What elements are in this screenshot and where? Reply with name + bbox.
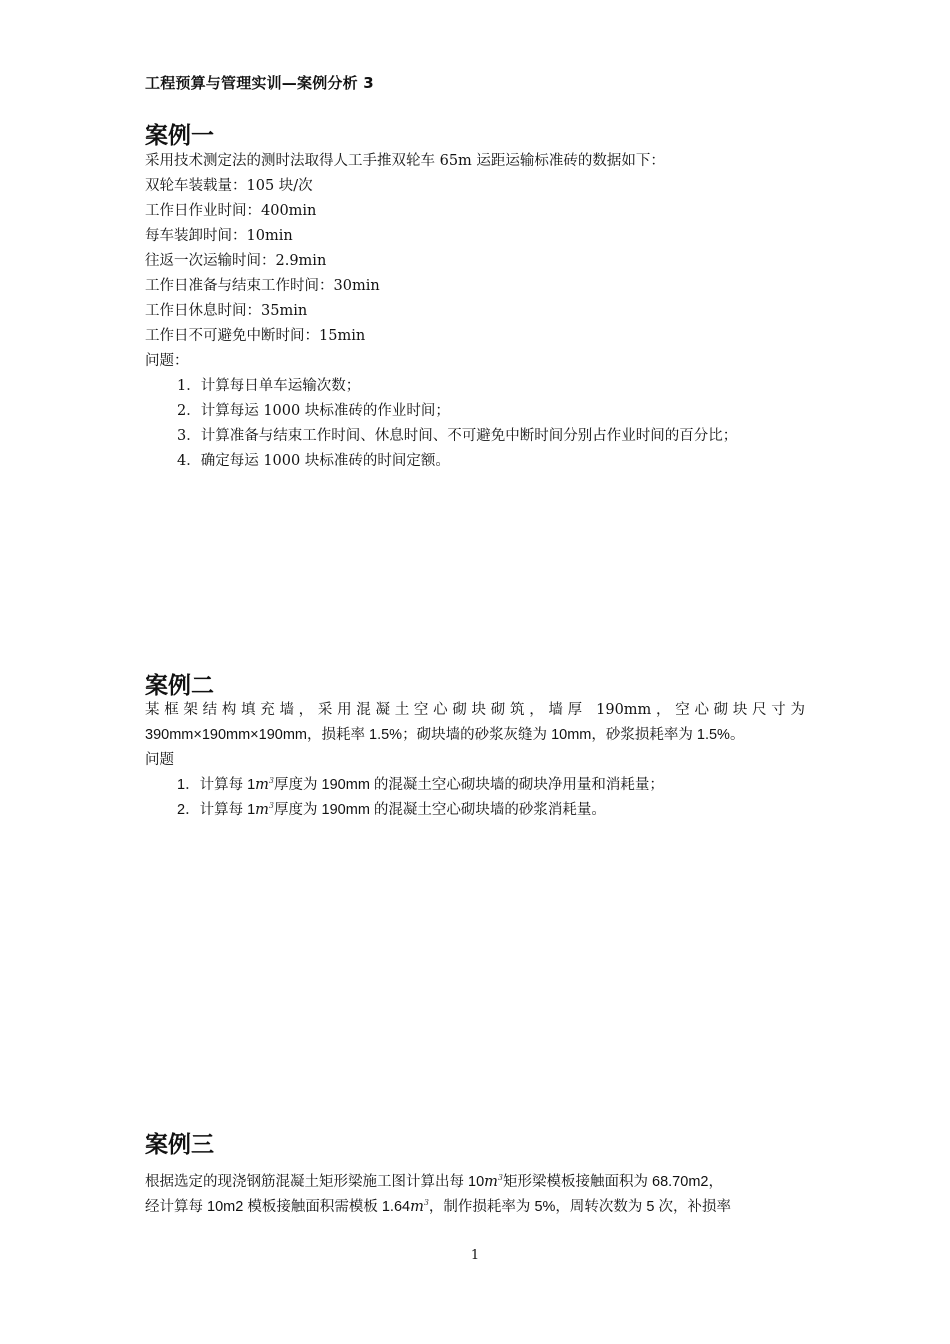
cubic-meter-unit: $m^3$ [484,1173,503,1190]
document-title: 工程预算与管理实训—案例分析 3 [145,74,374,92]
case1-heading: 案例一 [145,123,214,149]
case1-data-line: 工作日休息时间：35min [145,303,308,319]
cubic-meter-unit: $m^3$ [255,776,275,793]
case3-l1-prefix: 根据选定的现浇钢筋混凝土矩形梁施工图计算出每 10 [145,1174,485,1190]
case1-data-line: 工作日不可避免中断时间：15min [145,328,366,344]
case1-question: 2．计算每运 1000 块标准砖的作业时间； [177,403,450,419]
case1-question: 4．确定每运 1000 块标准砖的时间定额。 [177,453,450,469]
case1-questions-label: 问题： [145,353,189,369]
page-number: 1 [470,1248,480,1263]
case1-question: 3．计算准备与结束工作时间、休息时间、不可避免中断时间分别占作业时间的百分比； [177,428,738,444]
case3-l2-suffix: ，制作损耗率为 5%，周转次数为 5 次，补损率 [428,1199,732,1215]
q2-prefix: 2．计算每 1 [177,802,256,818]
case2-question-1 [177,775,664,795]
case1-question: 1．计算每日单车运输次数； [177,378,361,394]
case3-paragraph-line1 [145,1172,723,1192]
case2-heading: 案例二 [145,673,214,699]
q1-suffix: 厚度为 190mm 的混凝土空心砌块墙的砌块净用量和消耗量； [274,777,664,793]
case1-data-line: 往返一次运输时间：2.9min [145,253,327,269]
case2-paragraph-line2: 390mm×190mm×190mm，损耗率 1.5%；砌块墙的砂浆灰缝为 10mm，砂浆损耗率为 1.5%。 [145,727,745,743]
case3-heading: 案例三 [145,1132,214,1158]
case2-paragraph-line1: 某框架结构填充墙，采用混凝土空心砌块砌筑，墙厚 190mm，空心砌块尺寸为 [145,702,805,718]
case2-question-2 [177,800,606,820]
cubic-meter-unit: $m^3$ [255,801,275,818]
case1-data-line: 每车装卸时间：10min [145,228,293,244]
case2-questions-label: 问题 [145,752,174,768]
case1-data-line: 工作日准备与结束工作时间：30min [145,278,380,294]
case3-paragraph-line2 [145,1197,731,1217]
cubic-meter-unit: $m^3$ [410,1198,429,1215]
case1-intro: 采用技术测定法的测时法取得人工手推双轮车 65m 运距运输标准砖的数据如下： [145,153,665,169]
case3-l1-suffix: 矩形梁模板接触面积为 68.70m2， [503,1174,723,1190]
q1-prefix: 1．计算每 1 [177,777,256,793]
case1-data-line: 工作日作业时间：400min [145,203,317,219]
case1-data-line: 双轮车装载量：105 块/次 [145,178,313,194]
q2-suffix: 厚度为 190mm 的混凝土空心砌块墙的砂浆消耗量。 [274,802,606,818]
case3-l2-prefix: 经计算每 10m2 模板接触面积需模板 1.64 [145,1199,411,1215]
